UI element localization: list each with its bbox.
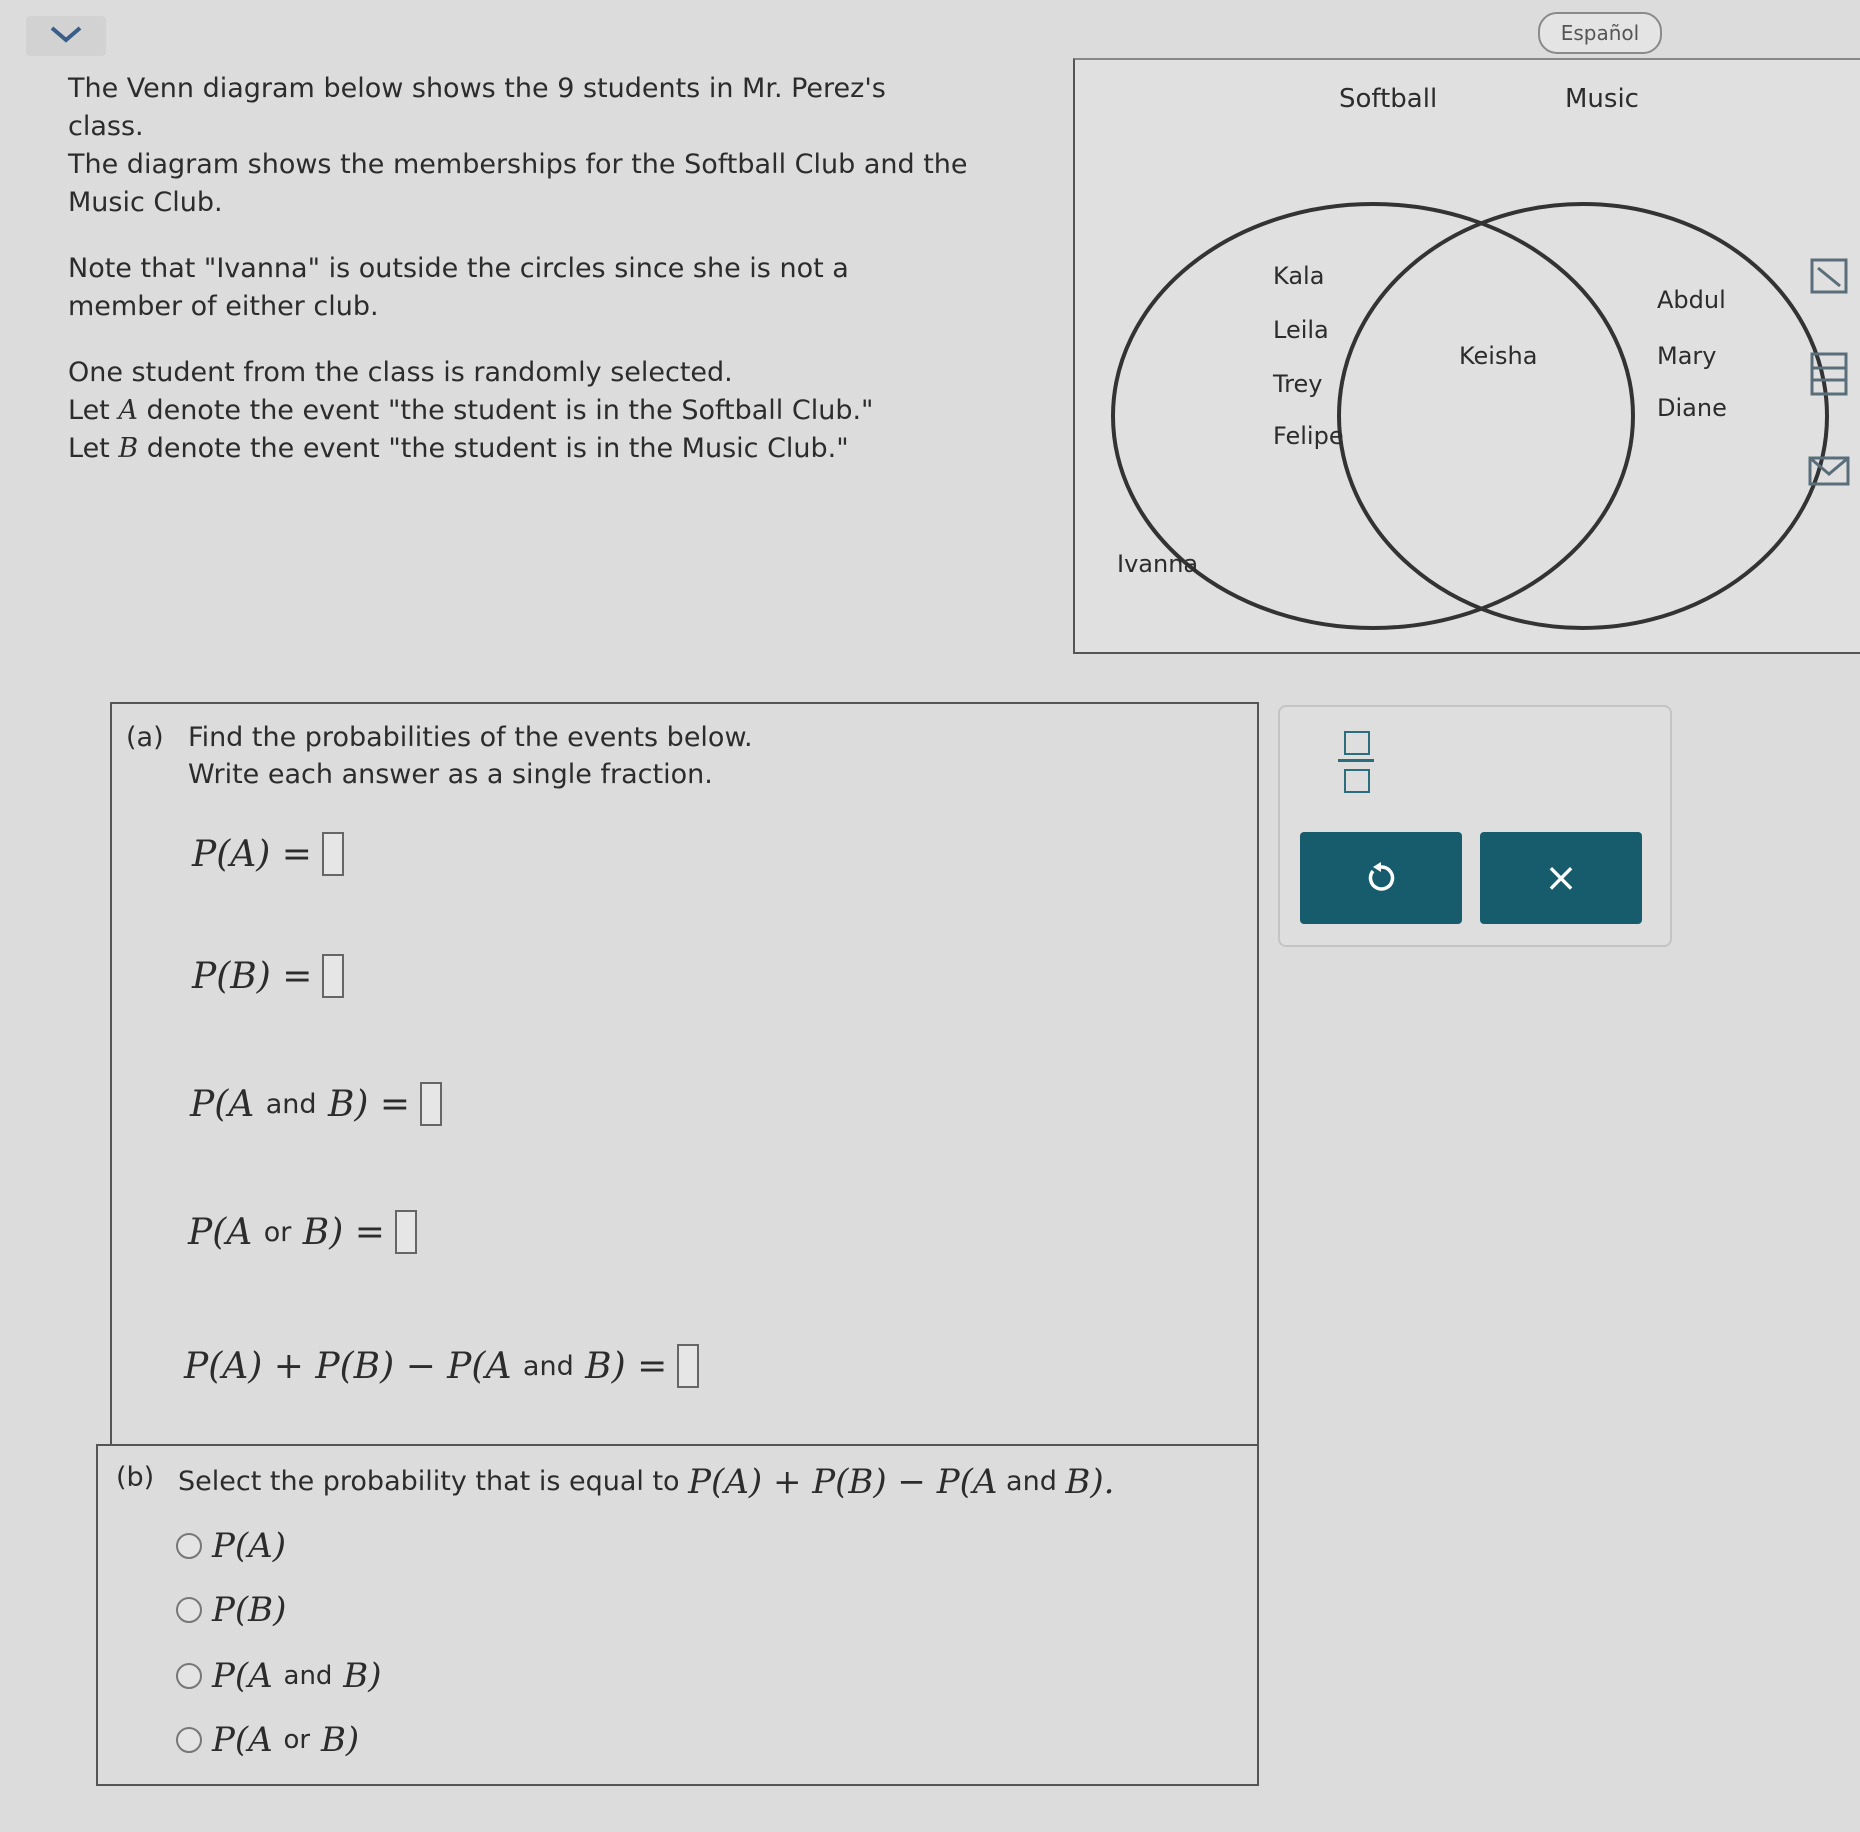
venn-name: Leila xyxy=(1273,316,1329,344)
intro-line2: The diagram shows the memberships for the Softball Club and the Music Club. xyxy=(68,149,968,218)
equation-text: P(B) = xyxy=(192,955,313,997)
equation-text: B) = xyxy=(327,1083,411,1125)
part-b-panel xyxy=(96,1444,1259,1786)
equation-pb xyxy=(192,954,344,998)
let-a-suffix: denote the event "the student is in the Softball Club." xyxy=(137,395,874,426)
intro-note: Note that "Ivanna" is outside the circles since she is not a member of either club. xyxy=(68,253,849,322)
language-button[interactable]: Español xyxy=(1538,12,1662,54)
equation-p-a-or-b xyxy=(188,1210,417,1254)
collapse-button[interactable] xyxy=(26,16,106,56)
part-a-panel xyxy=(110,702,1259,1444)
var-b: B xyxy=(118,433,139,464)
venn-name: Felipe xyxy=(1273,422,1344,450)
chevron-down-icon xyxy=(48,22,84,46)
data-table-icon[interactable] xyxy=(1810,352,1848,400)
option-pb[interactable] xyxy=(176,1590,286,1630)
equation-addition-rule xyxy=(184,1344,699,1388)
math-toolbar xyxy=(1278,705,1672,947)
var-a: A xyxy=(118,395,138,426)
undo-icon xyxy=(1364,861,1398,895)
let-a-prefix: Let xyxy=(68,395,119,426)
part-b-prompt xyxy=(178,1464,1114,1500)
fraction-icon[interactable] xyxy=(1338,727,1374,793)
answer-box-pb[interactable] xyxy=(322,954,344,998)
equation-text: P(A xyxy=(190,1083,255,1125)
undo-button[interactable] xyxy=(1300,832,1462,924)
calculator-icon[interactable] xyxy=(1810,258,1848,298)
answer-box-p-a-and-b[interactable] xyxy=(420,1082,442,1126)
option-math: B) xyxy=(343,1656,382,1696)
close-icon: × xyxy=(1544,855,1578,901)
venn-diagram xyxy=(1073,58,1860,654)
equation-pa xyxy=(192,832,344,876)
intro-select: One student from the class is randomly selected. xyxy=(68,357,733,388)
clear-button[interactable] xyxy=(1480,832,1642,924)
venn-name: Kala xyxy=(1273,262,1325,290)
radio-button[interactable] xyxy=(176,1597,202,1623)
option-p-a-and-b[interactable] xyxy=(176,1656,382,1696)
intro-let-b xyxy=(68,430,1028,468)
prompt-math: B). xyxy=(1065,1462,1115,1502)
answer-box-pa[interactable] xyxy=(322,832,344,876)
radio-button[interactable] xyxy=(176,1663,202,1689)
part-a-instruction1: Find the probabilities of the events below. xyxy=(188,722,753,753)
part-a-label: (a) xyxy=(126,722,164,753)
equation-text: P(A xyxy=(188,1211,253,1253)
option-p-a-or-b[interactable] xyxy=(176,1720,359,1760)
radio-button[interactable] xyxy=(176,1533,202,1559)
intro-line1: The Venn diagram below shows the 9 students in Mr. Perez's class. xyxy=(68,73,886,142)
answer-box-p-a-or-b[interactable] xyxy=(395,1210,417,1254)
option-math: P(A xyxy=(212,1720,273,1760)
prompt-word: and xyxy=(1006,1466,1057,1497)
venn-name: Trey xyxy=(1273,370,1323,398)
equation-text: P(A) = xyxy=(192,833,312,875)
venn-name: Mary xyxy=(1657,342,1717,370)
equation-word: or xyxy=(263,1216,292,1248)
circle-music xyxy=(1339,204,1827,628)
answer-box-addition-rule[interactable] xyxy=(677,1344,699,1388)
let-b-suffix: denote the event "the student is in the Music Club." xyxy=(138,433,849,464)
option-math: P(B) xyxy=(212,1590,287,1630)
venn-name: Ivanna xyxy=(1117,550,1199,578)
option-pa[interactable] xyxy=(176,1526,286,1566)
problem-intro xyxy=(68,70,1028,468)
option-word: or xyxy=(283,1725,311,1755)
venn-name: Diane xyxy=(1657,394,1727,422)
venn-label-music: Music xyxy=(1565,84,1639,114)
top-bar xyxy=(0,0,1860,60)
venn-label-softball: Softball xyxy=(1339,84,1438,114)
option-math: P(A) xyxy=(212,1526,286,1566)
equation-word: and xyxy=(265,1088,317,1120)
equation-text: B) = xyxy=(302,1211,385,1253)
equation-word: and xyxy=(522,1350,574,1382)
let-b-prefix: Let xyxy=(68,433,119,464)
part-a-instruction2: Write each answer as a single fraction. xyxy=(188,759,713,790)
intro-let-a xyxy=(68,392,1028,430)
equation-text: B) = xyxy=(585,1345,668,1387)
option-math: B) xyxy=(320,1720,360,1760)
venn-name: Keisha xyxy=(1459,342,1538,370)
equation-p-a-and-b xyxy=(190,1082,442,1126)
prompt-math: P(A) + P(B) − P(A xyxy=(688,1462,998,1502)
part-b-label: (b) xyxy=(116,1462,155,1493)
option-math: P(A xyxy=(212,1656,273,1696)
equation-text: P(A) + P(B) − P(A xyxy=(184,1345,512,1387)
venn-name: Abdul xyxy=(1657,286,1726,314)
radio-button[interactable] xyxy=(176,1727,202,1753)
option-word: and xyxy=(283,1661,333,1691)
mail-icon[interactable] xyxy=(1808,456,1850,490)
prompt-text: Select the probability that is equal to xyxy=(178,1466,680,1497)
